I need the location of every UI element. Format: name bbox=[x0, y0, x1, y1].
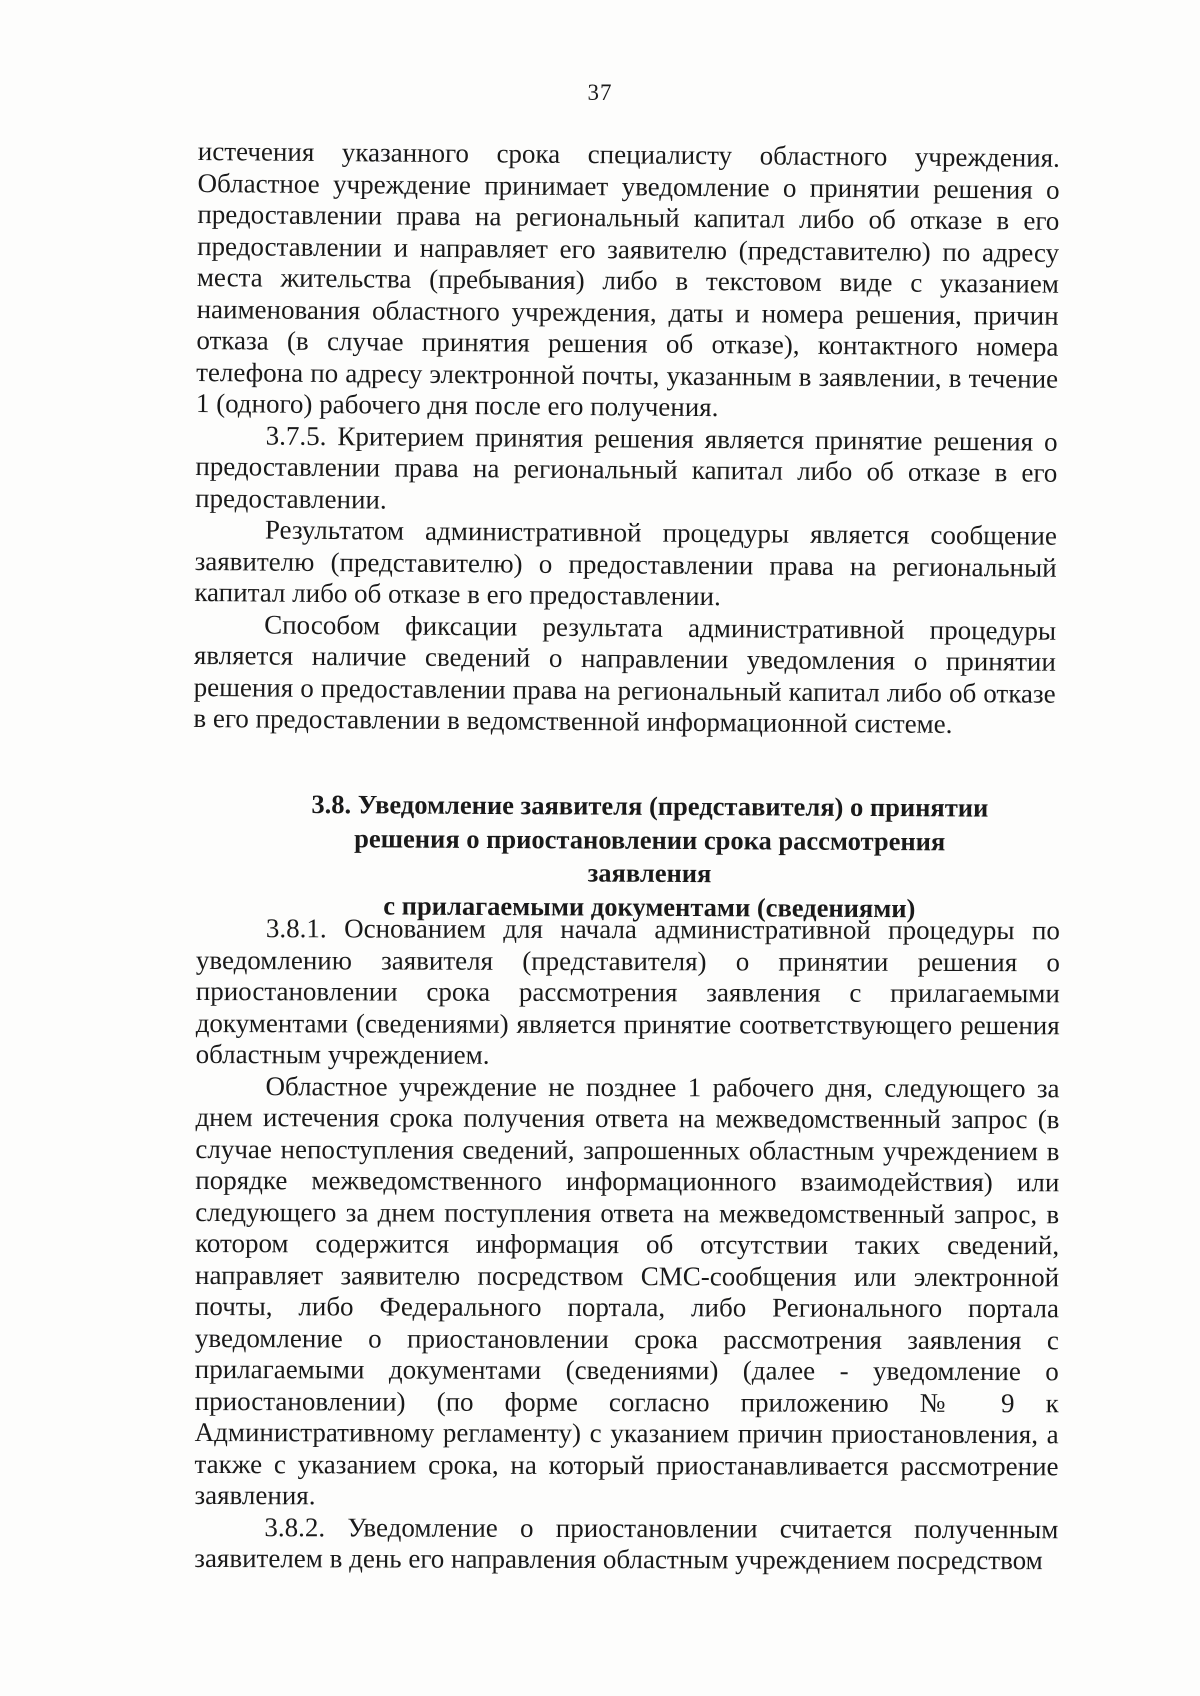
heading-line: с прилагаемыми документами (сведениями) bbox=[383, 889, 916, 923]
paragraph: 3.8.1. Основанием для начала административной процедуры по уведомлению заявителя (представителя) о принятии решения о приостановлении срока рассмотрения заявления с прилагаемыми документами (сведениями) является принятие соответствующего решения областным учреждением. bbox=[195, 913, 1060, 1070]
paragraph: истечения указанного срока специалисту областного учреждения. Областное учреждение принимает уведомление о принятии решения о предоставлении права на региональный капитал либо об отказе в его предоставлении и направляет его заявителю (представителю) по адресу места жительства (пребывания) либо в текстовом виде с указанием наименования областного учреждения, даты и номера решения, причин отказа (в случае принятия решения об отказе), контактного номера телефона по адресу электронной почты, указанным в заявлении, в течение 1 (одного) рабочего дня после его получения. bbox=[195, 136, 1060, 423]
heading-line: 3.8. Уведомление заявителя (представителя) о принятии bbox=[311, 789, 989, 823]
paragraph: Способом фиксации результата административной процедуры является наличие сведений о направлении уведомления о принятии решения о предоставлении права на региональный капитал либо об отказе в его предоставлении в ведомственной информационной системе. bbox=[193, 609, 1057, 739]
text-block-3-8 bbox=[194, 913, 1060, 1577]
paragraph: 3.7.5. Критерием принятия решения является принятие решения о предоставлении права на региональный капитал либо об отказе в его предоставлении. bbox=[195, 420, 1058, 514]
paragraph: 3.8.2. Уведомление о приостановлении считается полученным заявителем в день его направления областным учреждением посредством bbox=[194, 1511, 1059, 1576]
text-block-3-7 bbox=[193, 136, 1060, 741]
section-heading-3-8 bbox=[299, 788, 1000, 926]
paragraph: Областное учреждение не позднее 1 рабочего дня, следующего за днем истечения срока получения ответа на межведомственный запрос (в случае непоступления сведений, запрошенных областным учреждением в порядке межведомственного информационного взаимодействия) или следующего за днем поступления ответа на межведомственный запрос, в котором содержится информация об отсутствии таких сведений, направляет заявителю посредством СМС-сообщения или электронной почты, либо Федерального портала, либо Регионального портала уведомление о приостановлении срока рассмотрения заявления с прилагаемыми документами (сведениями) (далее - уведомление о приостановлении) (по форме согласно приложению № 9 к Административному регламенту) с указанием причин приостановления, а также с указанием срока, на который приостанавливается рассмотрение заявления. bbox=[194, 1070, 1060, 1511]
paragraph: Результатом административной процедуры является сообщение заявителю (представителю) о предоставлении права на региональный капитал либо об отказе в его предоставлении. bbox=[194, 514, 1058, 612]
page-number: 37 bbox=[587, 80, 613, 105]
heading-line: решения о приостановлении срока рассмотрения заявления bbox=[354, 822, 946, 889]
